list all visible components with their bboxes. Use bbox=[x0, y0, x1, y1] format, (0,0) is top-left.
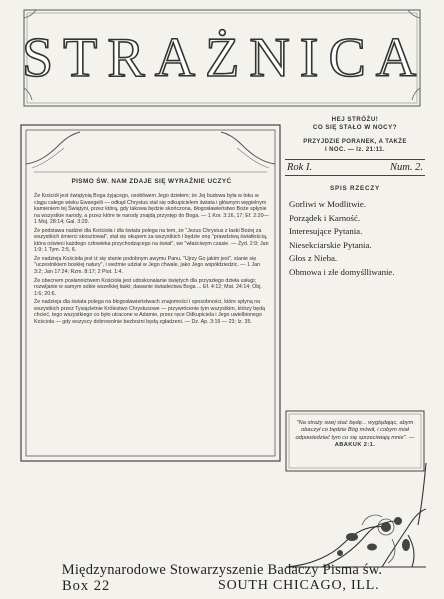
motto-heading: PISMO ŚW. NAM ZDAJE SIĘ WYRAŹNIE UCZYĆ bbox=[71, 178, 232, 185]
watchman-question bbox=[285, 116, 425, 132]
watchman-question-line: HEJ STRÓŻU! bbox=[331, 116, 379, 123]
watchman-answer-line: PRZYJDZIE PORANEK, A TAKŻE bbox=[303, 139, 407, 145]
belief-paragraph: Że podstawa nadziei dla Kościoła i dla świata polega na tem, że "Jezus Chrystus z łaski Bożej za wszystkich śmierci skosztował", stał się okupem za wszystkich i będzie onę "prawdziwą światłością, która oświeci każdego człowieka przychodzącego na świat", we "właściwym czasie. — Żyd. 2:9; Jan 1:9; 1 Tym. 2:5, 6. bbox=[34, 227, 269, 254]
beliefs-text bbox=[34, 178, 269, 327]
quote-reference: ABAKUK 2:1. bbox=[334, 442, 376, 449]
publisher-address bbox=[0, 578, 444, 596]
publisher-name: Międzynarodowe Stowarzyszenie Badaczy Pisma św. bbox=[61, 562, 383, 578]
quote-text bbox=[295, 420, 415, 450]
toc-list bbox=[285, 198, 425, 279]
belief-paragraph: Że nadzieja Kościoła jest iż się stanie podobnym awymu Panu, "Ujrzy Go jakim jest", stanie się "uczestnikiem boskiej natury", i weźmie udział w Jego chwale, jako Jego współdziedzic. — 1 Jan 3:2; Jan 17:24; Rzm. 8:17; 2 Piot. 1:4. bbox=[34, 255, 261, 276]
toc-item: Interesujące Pytania. bbox=[289, 226, 363, 236]
masthead bbox=[22, 8, 427, 108]
masthead-title: STRAŻNICA bbox=[22, 27, 427, 89]
watchman-answer-line: I NOC. — Iz. 21:11. bbox=[325, 147, 385, 153]
toc-item: Porządek i Karność. bbox=[289, 212, 361, 223]
belief-paragraph: Że nadzieja dla świata polega na błogosławieństwach znajomości i sposobności, które spłyną na wszystkich przez Tysiącletnie Królestwo Chrystusowe — przywrócenie tym wszystkim, którzy będą chcieć, tego wszystkiego co było utracone w Adamie, przez ręce Odkupiciela i Jego uwielbionego Kościoła — gdy wszyscy dobrowolnie bezbożni będą zgładzeni. — Dz. Ap. 3:19 — 23; Iz. 35. bbox=[34, 299, 265, 325]
divider bbox=[285, 175, 425, 176]
quote-body: "Na straży swej stać będę... wyglądając, abym obaczył co będzie Bóg mówił, i cobym miał odpowiedzieć tym co się sprzeciwiają mnie". — bbox=[295, 420, 415, 441]
issue-year: Rok I. bbox=[287, 162, 313, 173]
right-column bbox=[285, 116, 425, 279]
issue-info bbox=[285, 162, 425, 173]
watchman-answer bbox=[285, 138, 425, 154]
toc-item: Niesekciarskie Pytania. bbox=[289, 239, 372, 250]
watchman-question-line: CO SIĘ STAŁO W NOCY? bbox=[312, 124, 398, 131]
toc-heading: SPIS RZECZY bbox=[329, 185, 381, 192]
postal-box: Box 22 bbox=[62, 578, 111, 594]
belief-paragraph: Że Kościół jest świątynią Boga żyjącego, osobliwem Jego dziełem; że Jej budowa była w toku w ciągu całego wieku Ewangelii — odkąd Chrystus stał się odkupicielem świata i głównym węgielnym kamieniem tej Świątyni, przez którą, gdy takowa będzie skończona, błogosławieństwo Boże spłynie na wszystkie narody, a przez które te narody znajdą przystęp do Boga. — 1 Kor. 3:16, 17; Ef. 2:20—1 Moj. 28:14; Gal. 3:29. bbox=[34, 193, 269, 226]
floral-ornament-icon bbox=[282, 455, 430, 570]
beliefs-panel bbox=[20, 124, 281, 462]
city: SOUTH CHICAGO, ILL. bbox=[218, 578, 380, 593]
toc-item: Głos z Nieba. bbox=[289, 253, 338, 263]
divider bbox=[285, 159, 425, 160]
issue-number: Num. 2. bbox=[390, 162, 423, 173]
toc-item: Obmowa i złe domyślliwanie. bbox=[289, 266, 395, 277]
belief-paragraph: Że obecnem posłannictwem Kościoła jest udoskonalanie świętych dla przyszłego dzieła usługi; rozwijanie w samym sobie wszelkiej łaski; dawanie świadectwa Boga ... Ef. 4:12; Mat. 24:14; Obj. 1:6; 20:6. bbox=[34, 277, 262, 297]
toc-item: Gorliwi w Modlitwie. bbox=[289, 199, 366, 209]
